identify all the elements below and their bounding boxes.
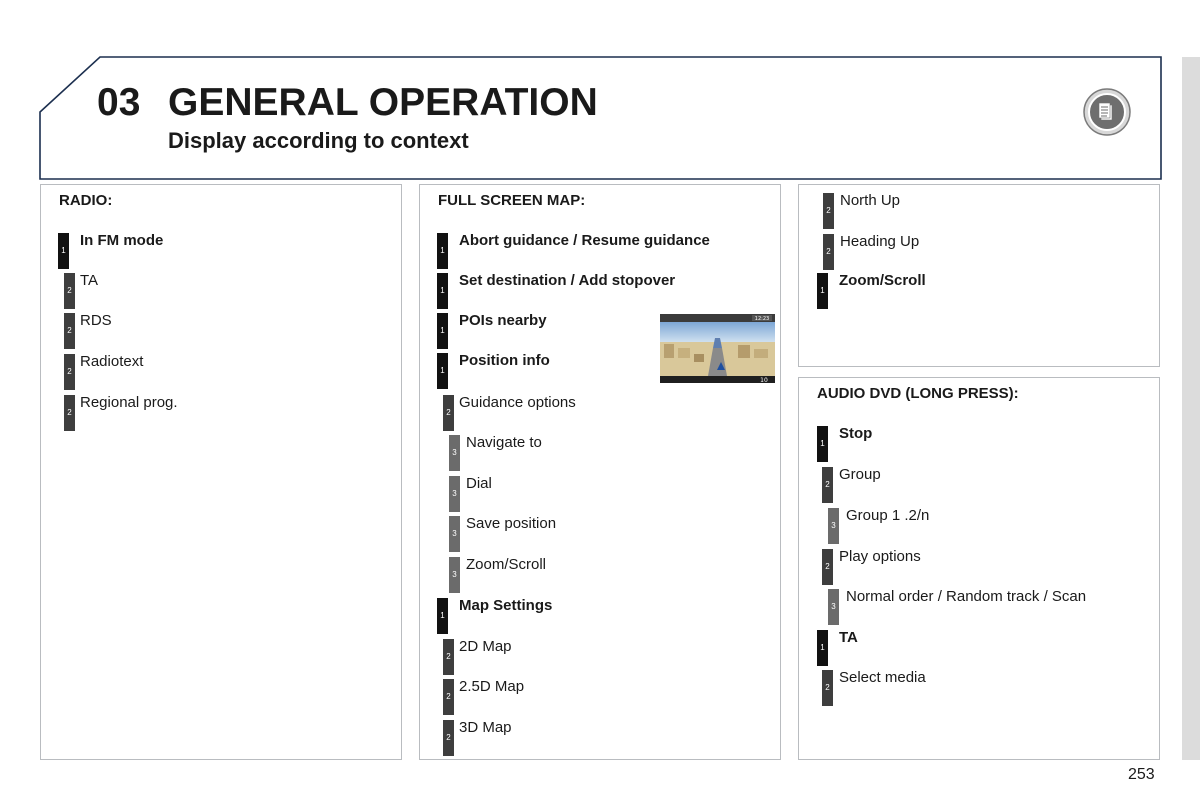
level-badge: 3 [449,516,460,552]
menu-item-label: Select media [839,669,926,686]
level-badge: 2 [822,549,833,585]
map-panel-title: FULL SCREEN MAP: [438,192,586,209]
level-badge: 3 [828,589,839,625]
screen-time: 12:23 [754,316,770,322]
full-screen-map-panel [419,184,781,760]
level-badge: 1 [437,233,448,269]
menu-item-label: Group [839,466,881,483]
level-badge: 2 [443,679,454,715]
level-badge: 2 [64,313,75,349]
menu-item-label: Stop [839,425,873,442]
menu-item-label: 2.5D Map [459,678,525,695]
level-badge: 1 [437,598,448,634]
level-badge: 2 [823,193,834,229]
level-badge: 1 [437,313,448,349]
menu-item-label: In FM mode [80,232,164,249]
level-badge: 2 [64,395,75,431]
audio-dvd-panel-title: AUDIO DVD (LONG PRESS): [817,385,1019,402]
level-badge: 2 [822,467,833,503]
level-badge: 2 [443,720,454,756]
page-edge-strip [1182,57,1200,760]
chapter-number: 03 [97,81,141,124]
menu-item-label: Save position [466,515,557,532]
level-badge: 3 [449,435,460,471]
level-badge: 3 [449,557,460,593]
level-badge: 2 [443,639,454,675]
menu-item-label: Navigate to [466,434,542,451]
level-badge: 2 [822,670,833,706]
level-badge: 1 [437,273,448,309]
menu-item-label: Set destination / Add stopover [459,272,676,289]
menu-item-label: RDS [80,312,112,329]
menu-item-label: TA [80,272,99,289]
level-badge: 3 [449,476,460,512]
menu-item-label: North Up [840,192,901,209]
menu-item-label: Heading Up [840,233,920,250]
menu-item-label: Radiotext [80,353,144,370]
level-badge: 1 [817,273,828,309]
document-icon [1083,88,1131,136]
level-badge: 2 [64,273,75,309]
menu-item-label: TA [839,629,858,646]
screen-distance: 10 [760,377,768,383]
menu-item-label: Normal order / Random track / Scan [846,588,1087,605]
menu-item-label: Play options [839,548,921,565]
level-badge: 2 [823,234,834,270]
navigation-screen-thumbnail [660,314,775,383]
level-badge: 1 [58,233,69,269]
menu-item-label: Group 1 .2/n [846,507,930,524]
level-badge: 1 [437,353,448,389]
level-badge: 1 [817,630,828,666]
level-badge: 3 [828,508,839,544]
level-badge: 2 [64,354,75,390]
radio-panel-title: RADIO: [59,192,113,209]
menu-item-label: Position info [459,352,550,369]
menu-item-label: Zoom/Scroll [839,272,926,289]
menu-item-label: Map Settings [459,597,553,614]
chapter-title: GENERAL OPERATION [168,81,598,124]
menu-item-label: Regional prog. [80,394,178,411]
chapter-subtitle: Display according to context [168,128,469,153]
menu-item-label: Dial [466,475,492,492]
menu-item-label: 3D Map [459,719,512,736]
radio-panel [40,184,402,760]
page-number: 253 [1128,766,1155,783]
menu-item-label: Guidance options [459,394,576,411]
menu-item-label: POIs nearby [459,312,547,329]
menu-item-label: 2D Map [459,638,512,655]
level-badge: 2 [443,395,454,431]
menu-item-label: Zoom/Scroll [466,556,547,573]
level-badge: 1 [817,426,828,462]
menu-item-label: Abort guidance / Resume guidance [459,232,710,249]
